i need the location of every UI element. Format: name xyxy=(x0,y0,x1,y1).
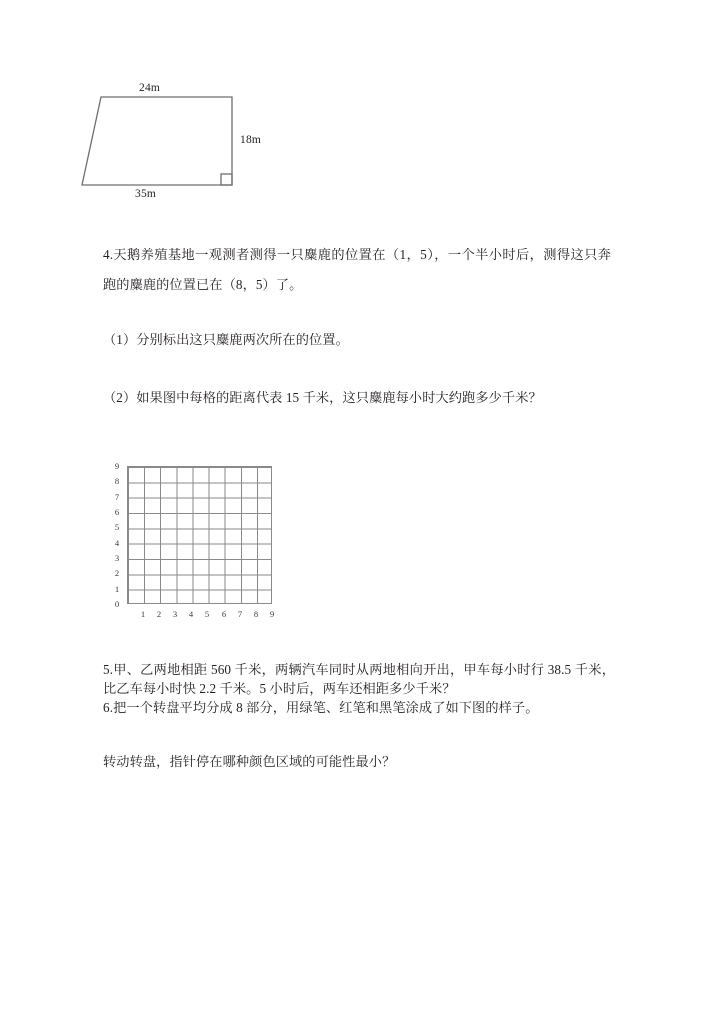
x-tick-3: 3 xyxy=(172,609,178,619)
question-6-followup-text: 转动转盘，指针停在哪种颜色区域的可能性最小？ xyxy=(103,754,396,769)
trapezoid-shape xyxy=(60,78,320,208)
grid-cells xyxy=(127,466,272,604)
right-angle-marker xyxy=(221,174,232,185)
trapezoid-top-label: 24m xyxy=(139,82,161,94)
x-tick-5: 5 xyxy=(204,609,210,619)
y-tick-7: 7 xyxy=(114,492,120,502)
coordinate-grid-figure xyxy=(112,458,292,634)
trapezoid-bottom-label: 35m xyxy=(135,188,157,200)
x-tick-4: 4 xyxy=(188,609,194,619)
x-tick-6: 6 xyxy=(221,609,227,619)
question-4-sub2-text: （2）如果图中每格的距离代表 15 千米，这只麋鹿每小时大约跑多少千米？ xyxy=(103,390,542,405)
trapezoid-right-label: 18m xyxy=(240,134,262,146)
trapezoid-figure xyxy=(60,78,320,208)
y-tick-5: 5 xyxy=(114,522,120,532)
y-tick-4: 4 xyxy=(114,538,120,548)
trapezoid-outline xyxy=(82,97,232,185)
y-tick-1: 1 xyxy=(114,584,120,594)
question-4-text: 4.天鹅养殖基地一观测者测得一只麋鹿的位置在（1，5），一个半小时后，测得这只奔跑的麋鹿的位置已在（8，5）了。 xyxy=(103,247,611,292)
question-4-sub1-text: （1）分别标出这只麋鹿两次所在的位置。 xyxy=(103,332,349,347)
x-tick-2: 2 xyxy=(156,609,162,619)
x-tick-8: 8 xyxy=(253,609,259,619)
question-6-text: 6.把一个转盘平均分成 8 部分，用绿笔、红笔和黑笔涂成了如下图的样子。 xyxy=(103,700,539,715)
y-tick-9: 9 xyxy=(114,461,120,471)
y-tick-6: 6 xyxy=(114,507,120,517)
x-tick-7: 7 xyxy=(237,609,243,619)
x-tick-9: 9 xyxy=(269,609,275,619)
y-tick-3: 3 xyxy=(114,553,120,563)
x-tick-1: 1 xyxy=(140,609,146,619)
y-tick-2: 2 xyxy=(114,568,120,578)
y-tick-0: 0 xyxy=(114,599,120,609)
question-5-text: 5.甲、乙两地相距 560 千米，两辆汽车同时从两地相向开出，甲车每小时行 38.5 千米，比乙车每小时快 2.2 千米。5 小时后，两车还相距多少千米？ xyxy=(103,662,615,696)
y-tick-8: 8 xyxy=(114,476,120,486)
